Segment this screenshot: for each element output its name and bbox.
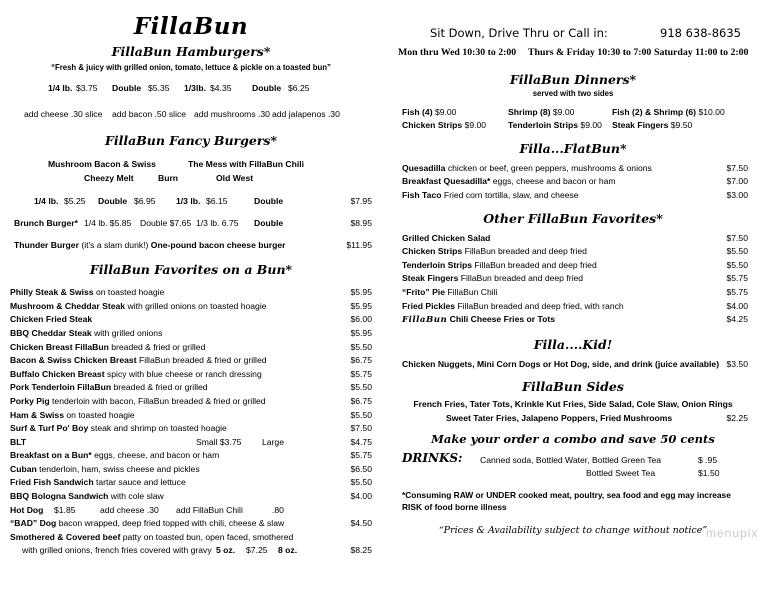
size-label: Double <box>254 217 284 228</box>
size-label: 1/4 lb. <box>48 83 73 93</box>
food-safety-warning: *Consuming RAW or UNDER cooked meat, poultry, sea food and egg may increase RISK of food borne illness <box>402 489 731 512</box>
item-name: Brunch Burger* <box>14 217 78 228</box>
drink-item: Bottled Sweet Tea <box>586 468 656 479</box>
thunder-burger-row <box>10 239 372 253</box>
list-item: Steak Fingers FillaBun breaded and deep fried $5.75 <box>402 273 748 284</box>
sides-list: Sweet Tater Fries, Jalapeno Poppers, Fried Mushrooms <box>446 412 673 423</box>
fancy-sizes-row <box>10 195 372 209</box>
hamburger-addons-row <box>10 108 372 122</box>
brunch-burger-row <box>10 217 372 231</box>
hours-row <box>398 46 748 60</box>
item-price: $8.95 <box>350 217 372 228</box>
combo-banner: Make your order a combo and save 50 cents <box>431 431 715 446</box>
fancy-burger-name: Old West <box>216 172 254 183</box>
list-item: Fried Fish Sandwich tartar sauce and lettuce $5.50 <box>10 477 372 488</box>
hours-item: Thurs & Friday 10:30 to 7:00 <box>528 47 652 58</box>
order-line: Sit Down, Drive Thru or Call in: <box>430 26 608 40</box>
size-label: Large <box>262 436 284 447</box>
sides-line-2 <box>398 412 748 426</box>
left-column <box>10 0 372 558</box>
fancy-burger-name: Cheezy Melt <box>84 172 134 183</box>
list-item: Chicken Breast FillaBun breaded & fried or grilled $5.50 <box>10 341 372 352</box>
size-label: Double <box>254 196 284 207</box>
item-note: (it's a slam dunk!) <box>81 239 149 250</box>
flatbun-list <box>398 162 748 203</box>
size-label: Double <box>252 83 282 93</box>
flatbun-heading: Filla...FlatBun* <box>519 140 627 156</box>
other-favorites-heading: Other FillaBun Favorites* <box>483 210 663 226</box>
addon: add cheese .30 <box>100 504 159 515</box>
size-price: Small $3.75 <box>196 436 242 447</box>
list-item: Breakfast on a Bun* eggs, cheese, and bacon or ham $5.75 <box>10 450 372 461</box>
fancy-burger-name: Mushroom Bacon & Swiss <box>48 159 156 170</box>
size-price: $3.75 <box>76 83 98 93</box>
drink-item: Canned soda, Bottled Water, Bottled Green Tea <box>480 454 662 465</box>
list-item: Philly Steak & Swiss on toasted hoagie $5.95 <box>10 287 372 298</box>
list-item: FillaBun Chili Cheese Fries or Tots $4.25 <box>402 314 748 326</box>
list-item: BBQ Cheddar Steak with grilled onions $5.95 <box>10 327 372 338</box>
size-label: Double <box>98 196 128 207</box>
size-price: $5.35 <box>148 83 170 93</box>
item-price: $11.95 <box>346 239 372 250</box>
list-item: Buffalo Chicken Breast spicy with blue cheese or ranch dressing $5.75 <box>10 368 372 379</box>
drinks-label: DRINKS: <box>402 450 463 465</box>
size-price: $4.35 <box>210 83 232 93</box>
item-price: $4.75 <box>350 436 372 447</box>
sides-heading: FillaBun Sides <box>522 379 624 395</box>
list-item: Breakfast Quesadilla* eggs, cheese and bacon or ham $7.00 <box>402 176 748 187</box>
list-item: Grilled Chicken Salad $7.50 <box>402 232 748 243</box>
size-label: 1/3 lb. <box>176 196 201 207</box>
list-item: Bacon & Swiss Chicken Breast FillaBun breaded & fried or grilled $6.75 <box>10 355 372 366</box>
addon: add cheese .30 slice <box>24 108 103 119</box>
list-item: Porky Pig tenderloin with bacon, FillaBun breaded & fried or grilled $6.75 <box>10 395 372 406</box>
item-description: with grilled onions, french fries covered with gravy <box>22 545 212 556</box>
menu-title: FillaBun <box>133 13 249 40</box>
fancy-burgers-heading: FillaBun Fancy Burgers* <box>104 133 277 149</box>
size-label: 5 oz. <box>216 545 236 556</box>
smothered-row-2 <box>10 544 372 558</box>
fancy-names-row-2 <box>10 172 372 186</box>
watermark: menupix <box>706 526 759 540</box>
hot-dog-row <box>10 504 372 518</box>
list-item: Fried Pickles FillaBun breaded and deep fried, with ranch $4.00 <box>402 300 748 311</box>
drink-price: $ .95 <box>698 454 718 465</box>
list-item: Tenderloin Strips FillaBun breaded and deep fried $5.50 <box>402 259 748 270</box>
favorites-list <box>10 286 372 558</box>
price-notice: “Prices & Availability subject to change without notice” <box>438 524 708 536</box>
dinners-subheading: served with two sides <box>532 88 614 98</box>
list-item: “Frito” Pie FillaBun Chili $5.75 <box>402 286 748 297</box>
drinks-row-1 <box>398 450 748 468</box>
size-price: Double $7.65 <box>140 217 192 228</box>
list-item: BBQ Bologna Sandwich with cole slaw $4.00 <box>10 491 372 502</box>
list-item: Mushroom & Cheddar Steak with grilled onions on toasted hoagie $5.95 <box>10 300 372 311</box>
item-name: Thunder Burger <box>14 239 79 250</box>
size-price: $6.15 <box>206 196 228 207</box>
drink-price: $1.50 <box>698 468 720 479</box>
hamburgers-heading: FillaBun Hamburgers* <box>111 44 271 59</box>
item-price: $3.50 <box>726 358 748 369</box>
addon-price: .80 <box>272 504 284 515</box>
item-name: Hot Dog <box>10 504 44 515</box>
favorites-heading: FillaBun Favorites on a Bun* <box>89 262 293 278</box>
hamburgers-description: “Fresh & juicy with grilled onion, tomato, lettuce & pickle on a toasted bun” <box>51 63 331 72</box>
dinners-heading: FillaBun Dinners* <box>509 71 637 87</box>
item-price: $8.25 <box>350 545 372 556</box>
fancy-names-row-1 <box>10 158 372 172</box>
size-label: 8 oz. <box>278 545 298 556</box>
hamburger-sizes-row <box>10 82 372 96</box>
other-favorites-list <box>398 232 748 327</box>
right-column <box>398 0 748 536</box>
kid-menu-row <box>398 358 748 372</box>
size-price: 1/4 lb. $5.85 <box>84 217 132 228</box>
size-label: 1/4 lb. <box>34 196 59 207</box>
kid-menu-description: Chicken Nuggets, Mini Corn Dogs or Hot Dog, side, and drink (juice available) <box>402 358 720 369</box>
hours-item: Mon thru Wed 10:30 to 2:00 <box>398 47 517 58</box>
bad-dog-row: “BAD” Dog bacon wrapped, deep fried topped with chili, cheese & slaw $4.50 <box>10 518 372 529</box>
item-price: $2.25 <box>726 412 748 423</box>
size-price: $7.25 <box>246 545 268 556</box>
item-name: BLT <box>10 436 27 447</box>
list-item: Cuban tenderloin, ham, swiss cheese and pickles $6.50 <box>10 463 372 474</box>
addon: add FillaBun Chili <box>176 504 243 515</box>
list-item: Ham & Swiss on toasted hoagie $5.50 <box>10 409 372 420</box>
fancy-burger-name: Burn <box>158 172 179 183</box>
item-price: $7.95 <box>350 196 372 207</box>
smothered-row-1: Smothered & Covered beef patty on toasted bun, open faced, smothered <box>10 531 294 542</box>
hours-item: Saturday 11:00 to 2:00 <box>654 47 749 58</box>
size-label: Double <box>112 83 142 93</box>
addon: add bacon .50 slice <box>112 108 187 119</box>
dinners-row-2: Chicken Strips $9.00 Tenderloin Strips $9.00 Steak Fingers $9.50 <box>402 120 693 131</box>
addon: add mushrooms .30 <box>194 108 270 119</box>
list-item: Chicken Strips FillaBun breaded and deep fried $5.50 <box>402 246 748 257</box>
fancy-burger-name: The Mess with FillaBun Chili <box>188 159 305 170</box>
item-price: $1.85 <box>54 504 76 515</box>
drinks-row-2 <box>398 467 748 481</box>
list-item: Chicken Fried Steak $6.00 <box>10 314 372 325</box>
blt-row <box>10 436 372 450</box>
dinners-row-1: Fish (4) $9.00 Shrimp (8) $9.00 Fish (2) & Shrimp (6) $10.00 <box>402 106 725 117</box>
list-item: Surf & Turf Po' Boy steak and shrimp on toasted hoagie $7.50 <box>10 423 372 434</box>
size-price: $6.95 <box>134 196 156 207</box>
size-price: $6.25 <box>288 83 310 93</box>
list-item: Quesadilla chicken or beef, green peppers, mushrooms & onions $7.50 <box>402 162 748 173</box>
item-description: One-pound bacon cheese burger <box>150 239 286 250</box>
size-price: $5.25 <box>64 196 86 207</box>
size-label: 1/3lb. <box>184 83 206 93</box>
kid-heading: Filla....Kid! <box>533 336 613 352</box>
addon: add jalapenos .30 <box>272 108 340 119</box>
list-item: Pork Tenderloin FillaBun breaded & fried or grilled $5.50 <box>10 382 372 393</box>
sides-line-1: French Fries, Tater Tots, Krinkle Kut Fries, Side Salad, Cole Slaw, Onion Rings <box>413 399 733 410</box>
phone-number: 918 638-8635 <box>660 26 741 40</box>
size-price: 1/3 lb. 6.75 <box>196 217 239 228</box>
order-info-row <box>398 24 748 42</box>
list-item: Fish Taco Fried corn tortilla, slaw, and cheese $3.00 <box>402 189 748 200</box>
